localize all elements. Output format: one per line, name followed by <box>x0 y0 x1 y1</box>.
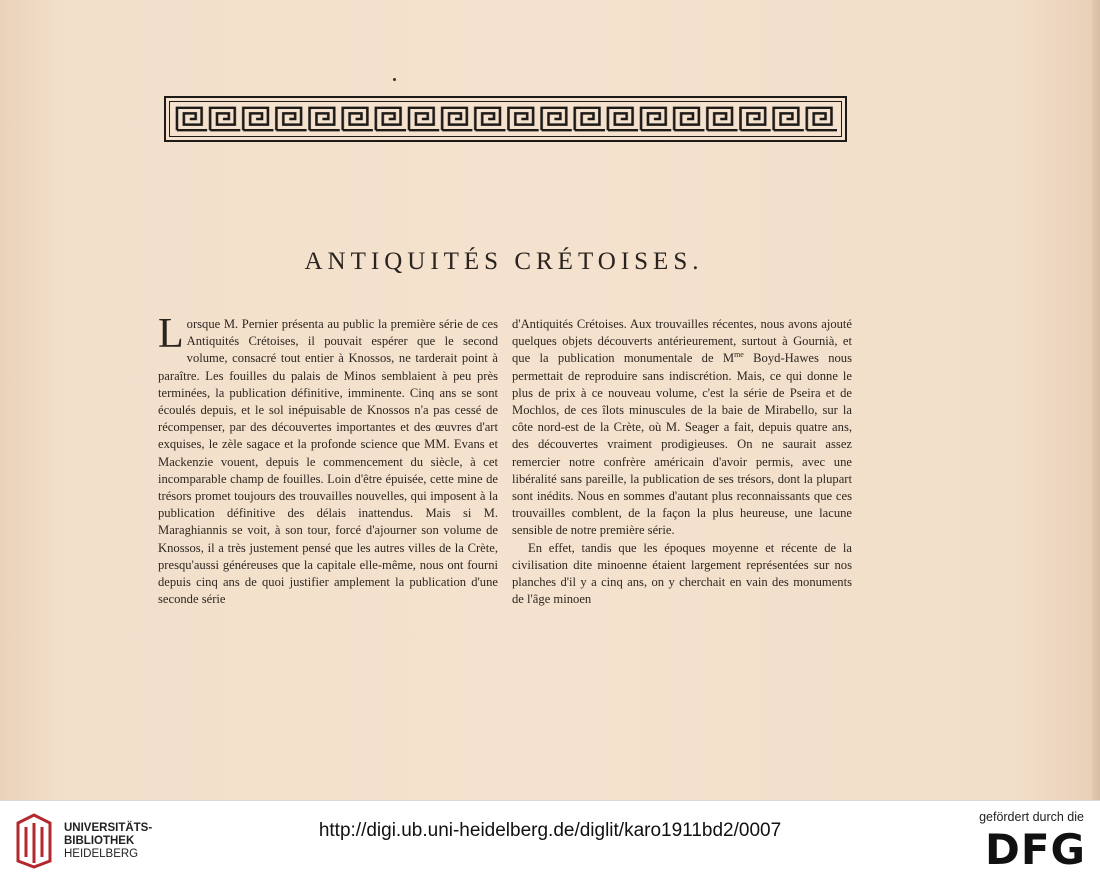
funding-caption: gefördert durch die <box>979 810 1084 824</box>
paragraph-text: d'Antiquités Crétoises. Aux trouvailles récentes, nous avons ajouté quelques objets découverts antérieurement, surtout à Gournià, et que la publication monumentale de M <box>512 317 852 366</box>
paragraph-text: Boyd-Hawes nous permettait de reproduire sans indiscrétion. Mais, ce qui donne le plus de prix à ce nouveau volume, c'est la série de Pseira et de Mochlos, de ces îlots minuscules de la baie de Mirabello, sur la côte nord-est de la Crète, où M. Seager a fait, depuis quatre ans, des découvertes vraiment prodigieuses. On ne saurait assez remercier notre confrère américain d'avoir permis, avec une libéralité sans pareille, la publication de ses trésors, dont la plupart sont inédits. Nous en sommes d'autant plus reconnaissants que ces trouvailles comblent, de la façon la plus heureuse, une lacune sensible de notre première série. <box>512 351 853 538</box>
page-edge <box>1092 0 1100 800</box>
paragraph-text: orsque M. Pernier présenta au public la première série de ces Antiquités Crétoises, il pouvait espérer que le second volume, consacré tout entier à Knossos, ne tarderait point à paraître. Les fouilles du palais de Minos semblaient à peu près terminées, la publication définitive, imminente. Cinq ans se sont écoulés depuis, et le sol inépuisable de Knossos n'a pas cessé de récompenser, par des découvertes importantes et des œuvres d'art exquises, le zèle sagace et la profonde science que MM. Evans et Mackenzie vouent, depuis le commencement du siècle, à cet incomparable champ de fouilles. Loin d'être épuisée, cette mine de trésors promet toujours des trouvailles nouvelles, qui imposent à la publication définitive des délais inattendus. Mais si M. Maraghiannis se voit, à son tour, forcé d'ajourner son volume de Knossos, il a très justement pensé que les autres villes de la Crète, presqu'aussi généreuses que la capitale elle-même, nous ont fourni depuis cinq ans de quoi justifier amplement la publication d'une seconde série <box>158 317 498 607</box>
meander-pattern <box>174 105 837 133</box>
permalink-url[interactable]: http://digi.ub.uni-heidelberg.de/diglit/karo1911bd2/0007 <box>318 820 782 841</box>
paragraph <box>512 316 852 540</box>
library-name-line: HEIDELBERG <box>64 848 139 860</box>
drop-cap: L <box>158 311 184 357</box>
paragraph: En effet, tandis que les époques moyenne et récente de la civilisation dite minoenne étaient largement représentées sur nos planches d'il y a cinq ans, on y cherchait en vain des monuments de l'âge minoen <box>512 540 852 607</box>
ink-dot <box>393 78 396 81</box>
greek-key-ornament <box>164 96 847 142</box>
library-name-line: UNIVERSITÄTS- <box>64 822 153 834</box>
text-column-left <box>158 311 498 608</box>
paragraph <box>158 311 498 608</box>
page-title: ANTIQUITÉS CRÉTOISES. <box>304 248 704 275</box>
text-column-right <box>512 316 852 608</box>
library-name-line: BIBLIOTHEK <box>64 835 135 847</box>
superscript: me <box>734 350 744 360</box>
dfg-logo[interactable]: DFG <box>984 825 1086 874</box>
viewer-footer <box>0 800 1100 880</box>
